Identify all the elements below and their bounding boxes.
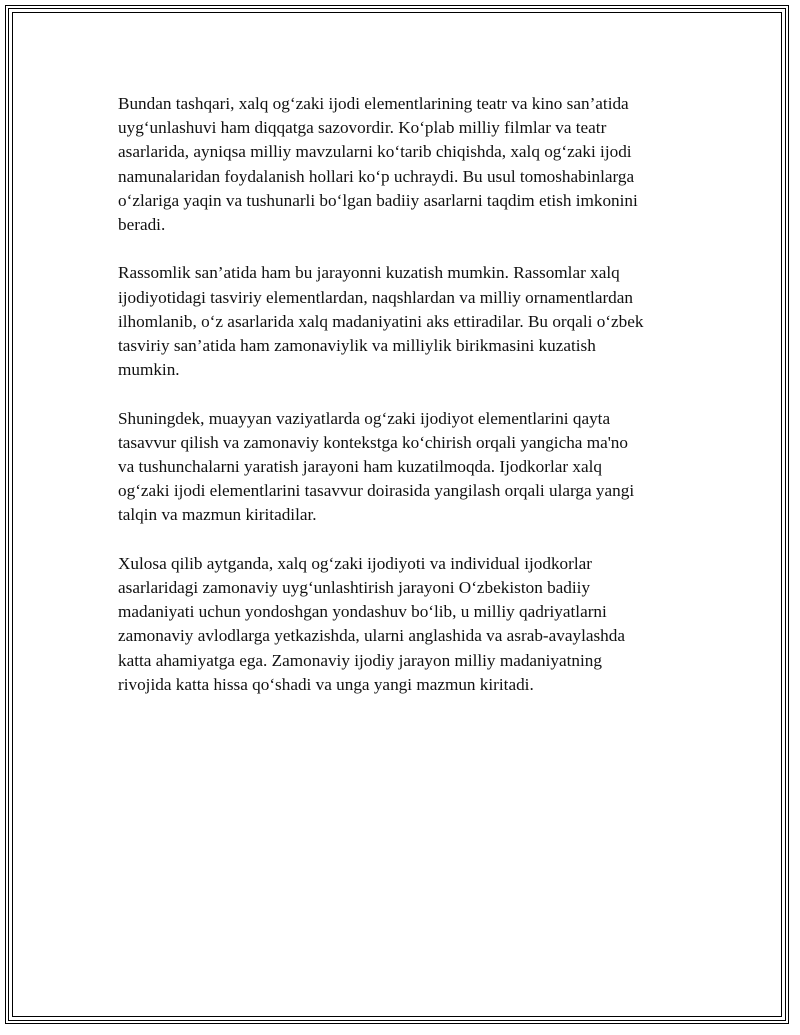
text-line: rivojida katta hissa qo‘shadi va unga yangi mazmun kiritadi.: [118, 674, 534, 694]
text-line: Shuningdek, muayyan vaziyatlarda og‘zaki ijodiyot elementlarini qayta: [118, 408, 611, 428]
text-line: ijodiyotidagi tasviriy elementlardan, naqshlardan va milliy ornamentlardan: [118, 287, 633, 307]
text-line: va tushunchalarni yaratish jarayoni ham kuzatilmoqda. Ijodkorlar xalq: [118, 457, 602, 477]
paragraph-reimagining: [118, 407, 698, 528]
text-line: katta ahamiyatga ega. Zamonaviy ijodiy jarayon milliy madaniyatning: [118, 650, 602, 670]
text-line: beradi.: [118, 215, 166, 235]
paragraph-theatre-cinema: [118, 92, 698, 237]
paragraph-painting: [118, 261, 698, 382]
text-line: namunalaridan foydalanish hollari ko‘p uchraydi. Bu usul tomoshabinlarga: [118, 166, 635, 186]
text-line: Rassomlik san’atida ham bu jarayonni kuzatish mumkin. Rassomlar xalq: [118, 263, 620, 283]
text-line: tasavvur qilish va zamonaviy kontekstga ko‘chirish orqali yangicha ma'no: [118, 432, 628, 452]
text-line: o‘zlariga yaqin va tushunarli bo‘lgan badiiy asarlarni taqdim etish imkonini: [118, 190, 638, 210]
text-line: mumkin.: [118, 360, 180, 380]
text-line: uyg‘unlashuvi ham diqqatga sazovordir. Ko‘plab milliy filmlar va teatr: [118, 118, 607, 138]
document-body: [118, 92, 698, 721]
paragraph-conclusion: [118, 552, 698, 697]
text-line: zamonaviy avlodlarga yetkazishda, ularni anglashida va asrab-avaylashda: [118, 626, 625, 646]
text-line: talqin va mazmun kiritadilar.: [118, 505, 317, 525]
text-line: ilhomlanib, o‘z asarlarida xalq madaniyatini aks ettiradilar. Bu orqali o‘zbek: [118, 311, 644, 331]
text-line: Xulosa qilib aytganda, xalq og‘zaki ijodiyoti va individual ijodkorlar: [118, 553, 592, 573]
text-line: og‘zaki ijodi elementlarini tasavvur doirasida yangilash orqali ularga yangi: [118, 481, 635, 501]
text-line: tasviriy san’atida ham zamonaviylik va milliylik birikmasini kuzatish: [118, 336, 596, 356]
text-line: asarlarida, ayniqsa milliy mavzularni ko‘tarib chiqishda, xalq og‘zaki ijodi: [118, 142, 632, 162]
text-line: Bundan tashqari, xalq og‘zaki ijodi elementlarining teatr va kino san’atida: [118, 94, 629, 113]
text-line: asarlaridagi zamonaviy uyg‘unlashtirish jarayoni O‘zbekiston badiiy: [118, 578, 591, 598]
text-line: madaniyati uchun yondoshgan yondashuv bo‘lib, u milliy qadriyatlarni: [118, 602, 607, 622]
